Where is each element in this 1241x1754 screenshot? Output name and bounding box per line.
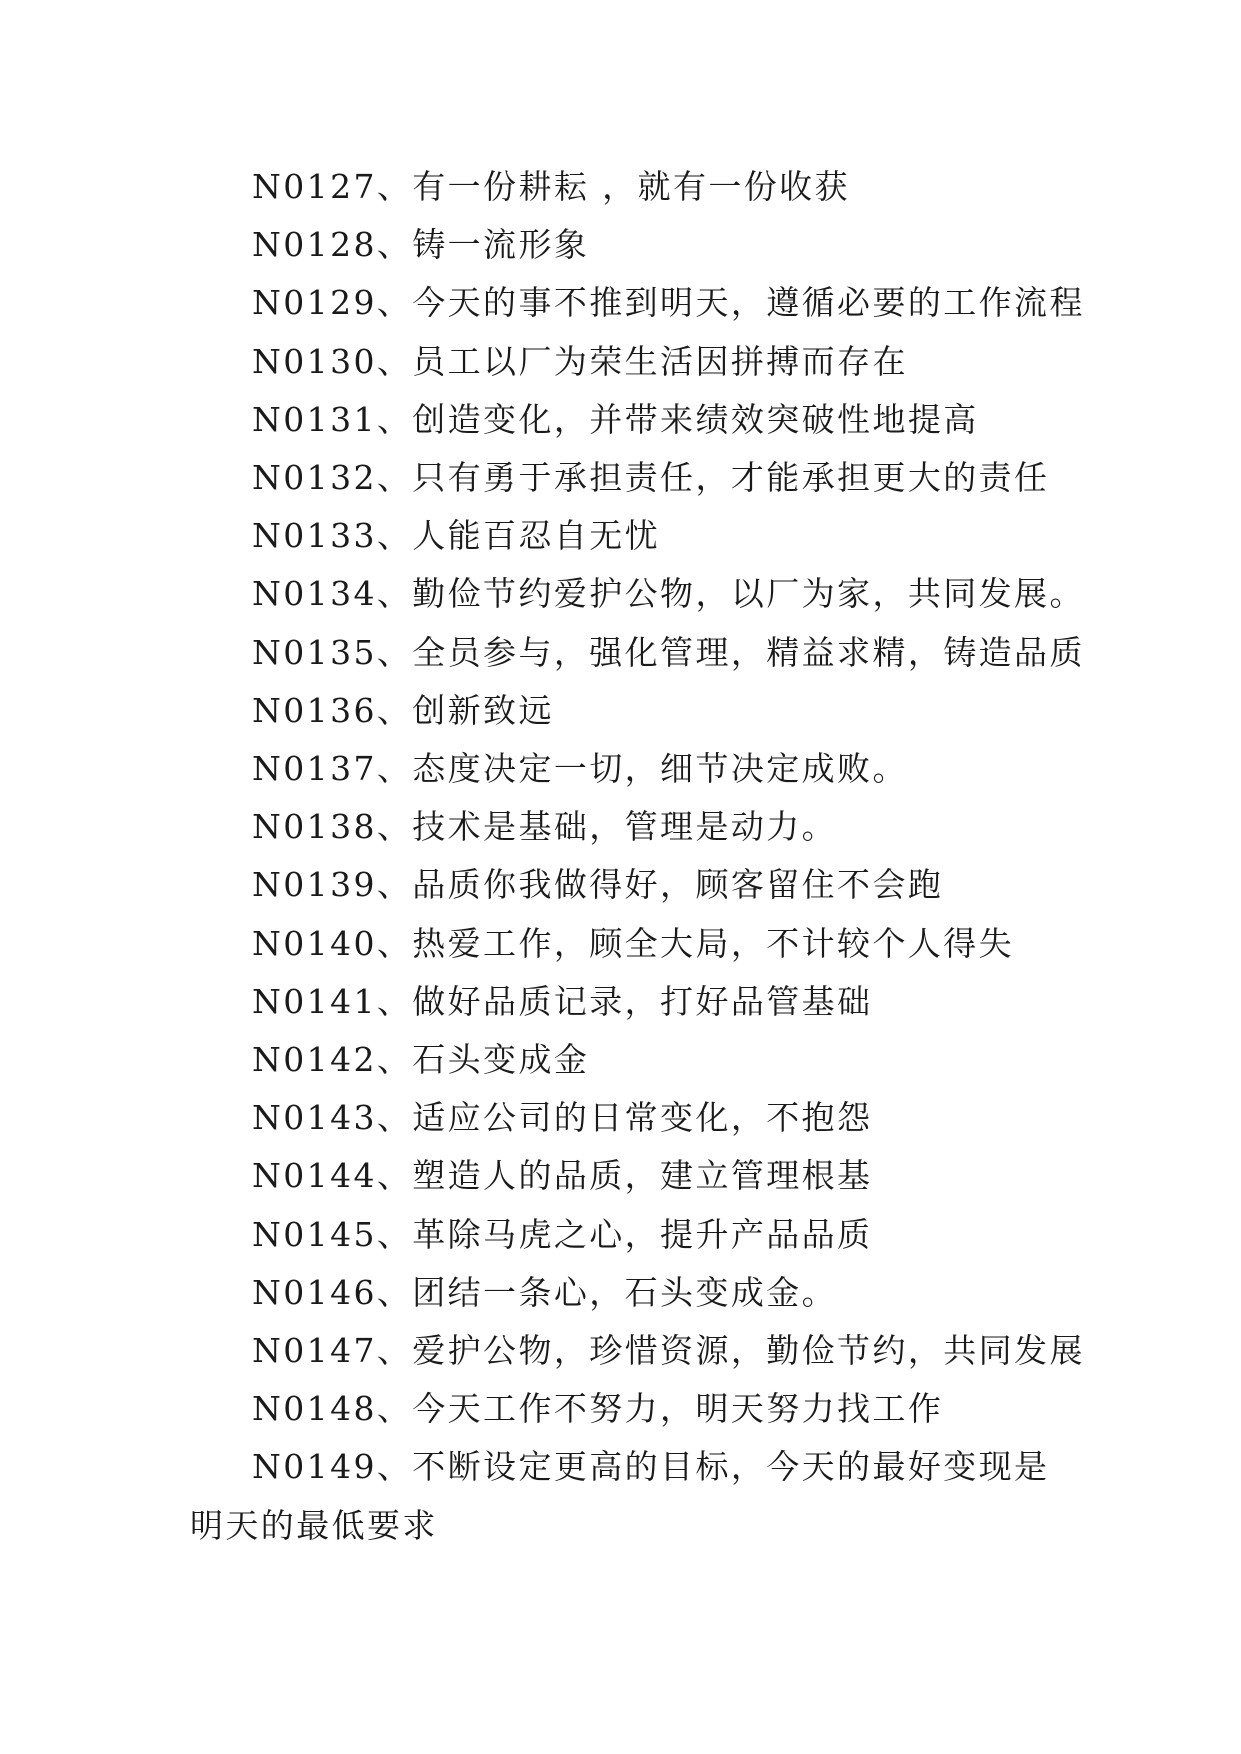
slogan-item: N0127、有一份耕耘 ，就有一份收获	[252, 167, 850, 206]
slogan-item: N0130、员工以厂为荣生活因拼搏而存在	[252, 341, 908, 381]
slogan-item: N0137、态度决定一切，细节决定成败。	[252, 749, 908, 789]
slogan-item: N0135、全员参与，强化管理，精益求精，铸造品质	[252, 632, 1085, 672]
slogan-item: N0139、品质你我做得好，顾客留住不会跑	[252, 865, 944, 905]
slogan-item: N0140、热爱工作，顾全大局，不计较个人得失	[252, 923, 1015, 963]
slogan-item: N0146、团结一条心，石头变成金。	[252, 1272, 838, 1312]
slogan-item: N0145、革除马虎之心，提升产品品质	[252, 1214, 873, 1254]
slogan-item: N0133、人能百忍自无忧	[252, 516, 661, 556]
slogan-item: N0144、塑造人的品质，建立管理根基	[252, 1156, 873, 1196]
slogan-item: N0142、石头变成金	[252, 1040, 590, 1080]
slogan-item: N0134、勤俭节约爱护公物，以厂为家，共同发展。	[252, 574, 1085, 614]
slogan-item: N0141、做好品质记录，打好品管基础	[252, 981, 873, 1021]
slogan-item: N0147、爱护公物，珍惜资源，勤俭节约，共同发展	[252, 1331, 1085, 1371]
slogan-item: N0149、不断设定更高的目标，今天的最好变现是明天的最低要求	[190, 1447, 1050, 1545]
slogan-item: N0136、创新致远	[252, 690, 554, 730]
slogan-item: N0143、适应公司的日常变化，不抱怨	[252, 1098, 873, 1138]
slogan-item: N0128、铸一流形象	[252, 225, 590, 265]
slogan-list	[190, 158, 1085, 1555]
slogan-item: N0148、今天工作不努力，明天努力找工作	[252, 1389, 944, 1429]
slogan-item: N0129、今天的事不推到明天，遵循必要的工作流程	[252, 283, 1085, 323]
slogan-item: N0132、只有勇于承担责任，才能承担更大的责任	[252, 458, 1050, 498]
slogan-item: N0138、技术是基础，管理是动力。	[252, 807, 838, 847]
slogan-item: N0131、创造变化，并带来绩效突破性地提高	[252, 399, 979, 439]
